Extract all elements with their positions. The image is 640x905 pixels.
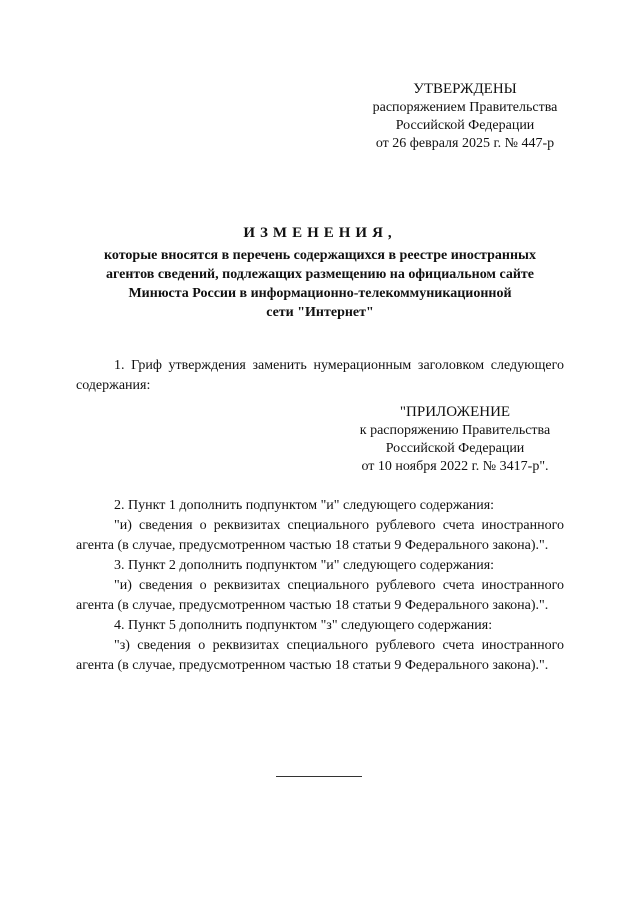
approval-heading: УТВЕРЖДЕНЫ bbox=[413, 81, 517, 97]
appendix-heading: "ПРИЛОЖЕНИЕ bbox=[399, 404, 511, 420]
approval-line-1: распоряжением Правительства bbox=[372, 100, 558, 115]
item-4-text: "з) сведения о реквизитах специального рублевого счета иностранного агента (в случае, предусмотренном частью 18 статьи 9 Федерального закона).". bbox=[76, 638, 564, 673]
title-line-1: которые вносятся в перечень содержащихся в реестре иностранных bbox=[104, 248, 536, 263]
item-4-paragraph: 4. Пункт 5 дополнить подпунктом "з" следующего содержания: bbox=[114, 618, 493, 633]
items-block bbox=[76, 496, 564, 676]
approval-line-3: от 26 февраля 2025 г. № 447-р bbox=[375, 136, 555, 151]
item-1-block bbox=[76, 356, 564, 396]
title-main: ИЗМЕНЕНИЯ, bbox=[243, 225, 397, 241]
title-line-4: сети "Интернет" bbox=[266, 305, 374, 320]
document-title bbox=[70, 225, 570, 322]
title-line-3: Минюста России в информационно-телекоммуникационной bbox=[128, 286, 512, 301]
approval-block bbox=[340, 80, 590, 153]
appendix-line-1: к распоряжению Правительства bbox=[359, 423, 551, 438]
appendix-line-3: от 10 ноября 2022 г. № 3417-р". bbox=[361, 459, 549, 474]
item-3-text: "и) сведения о реквизитах специального рублевого счета иностранного агента (в случае, предусмотренном частью 18 статьи 9 Федерального закона).". bbox=[76, 578, 564, 613]
approval-line-2: Российской Федерации bbox=[395, 118, 535, 133]
title-line-2: агентов сведений, подлежащих размещению на официальном сайте bbox=[105, 267, 535, 282]
item-1-paragraph: 1. Гриф утверждения заменить нумерационным заголовком следующего содержания: bbox=[76, 358, 564, 393]
item-2-text: "и) сведения о реквизитах специального рублевого счета иностранного агента (в случае, предусмотренном частью 18 статьи 9 Федерального закона).". bbox=[76, 518, 564, 553]
item-3-paragraph: 3. Пункт 2 дополнить подпунктом "и" следующего содержания: bbox=[114, 558, 495, 573]
item-2-paragraph: 2. Пункт 1 дополнить подпунктом "и" следующего содержания: bbox=[114, 498, 495, 513]
appendix-block bbox=[340, 403, 570, 476]
closing-separator-line bbox=[276, 776, 362, 777]
appendix-line-2: Российской Федерации bbox=[385, 441, 525, 456]
